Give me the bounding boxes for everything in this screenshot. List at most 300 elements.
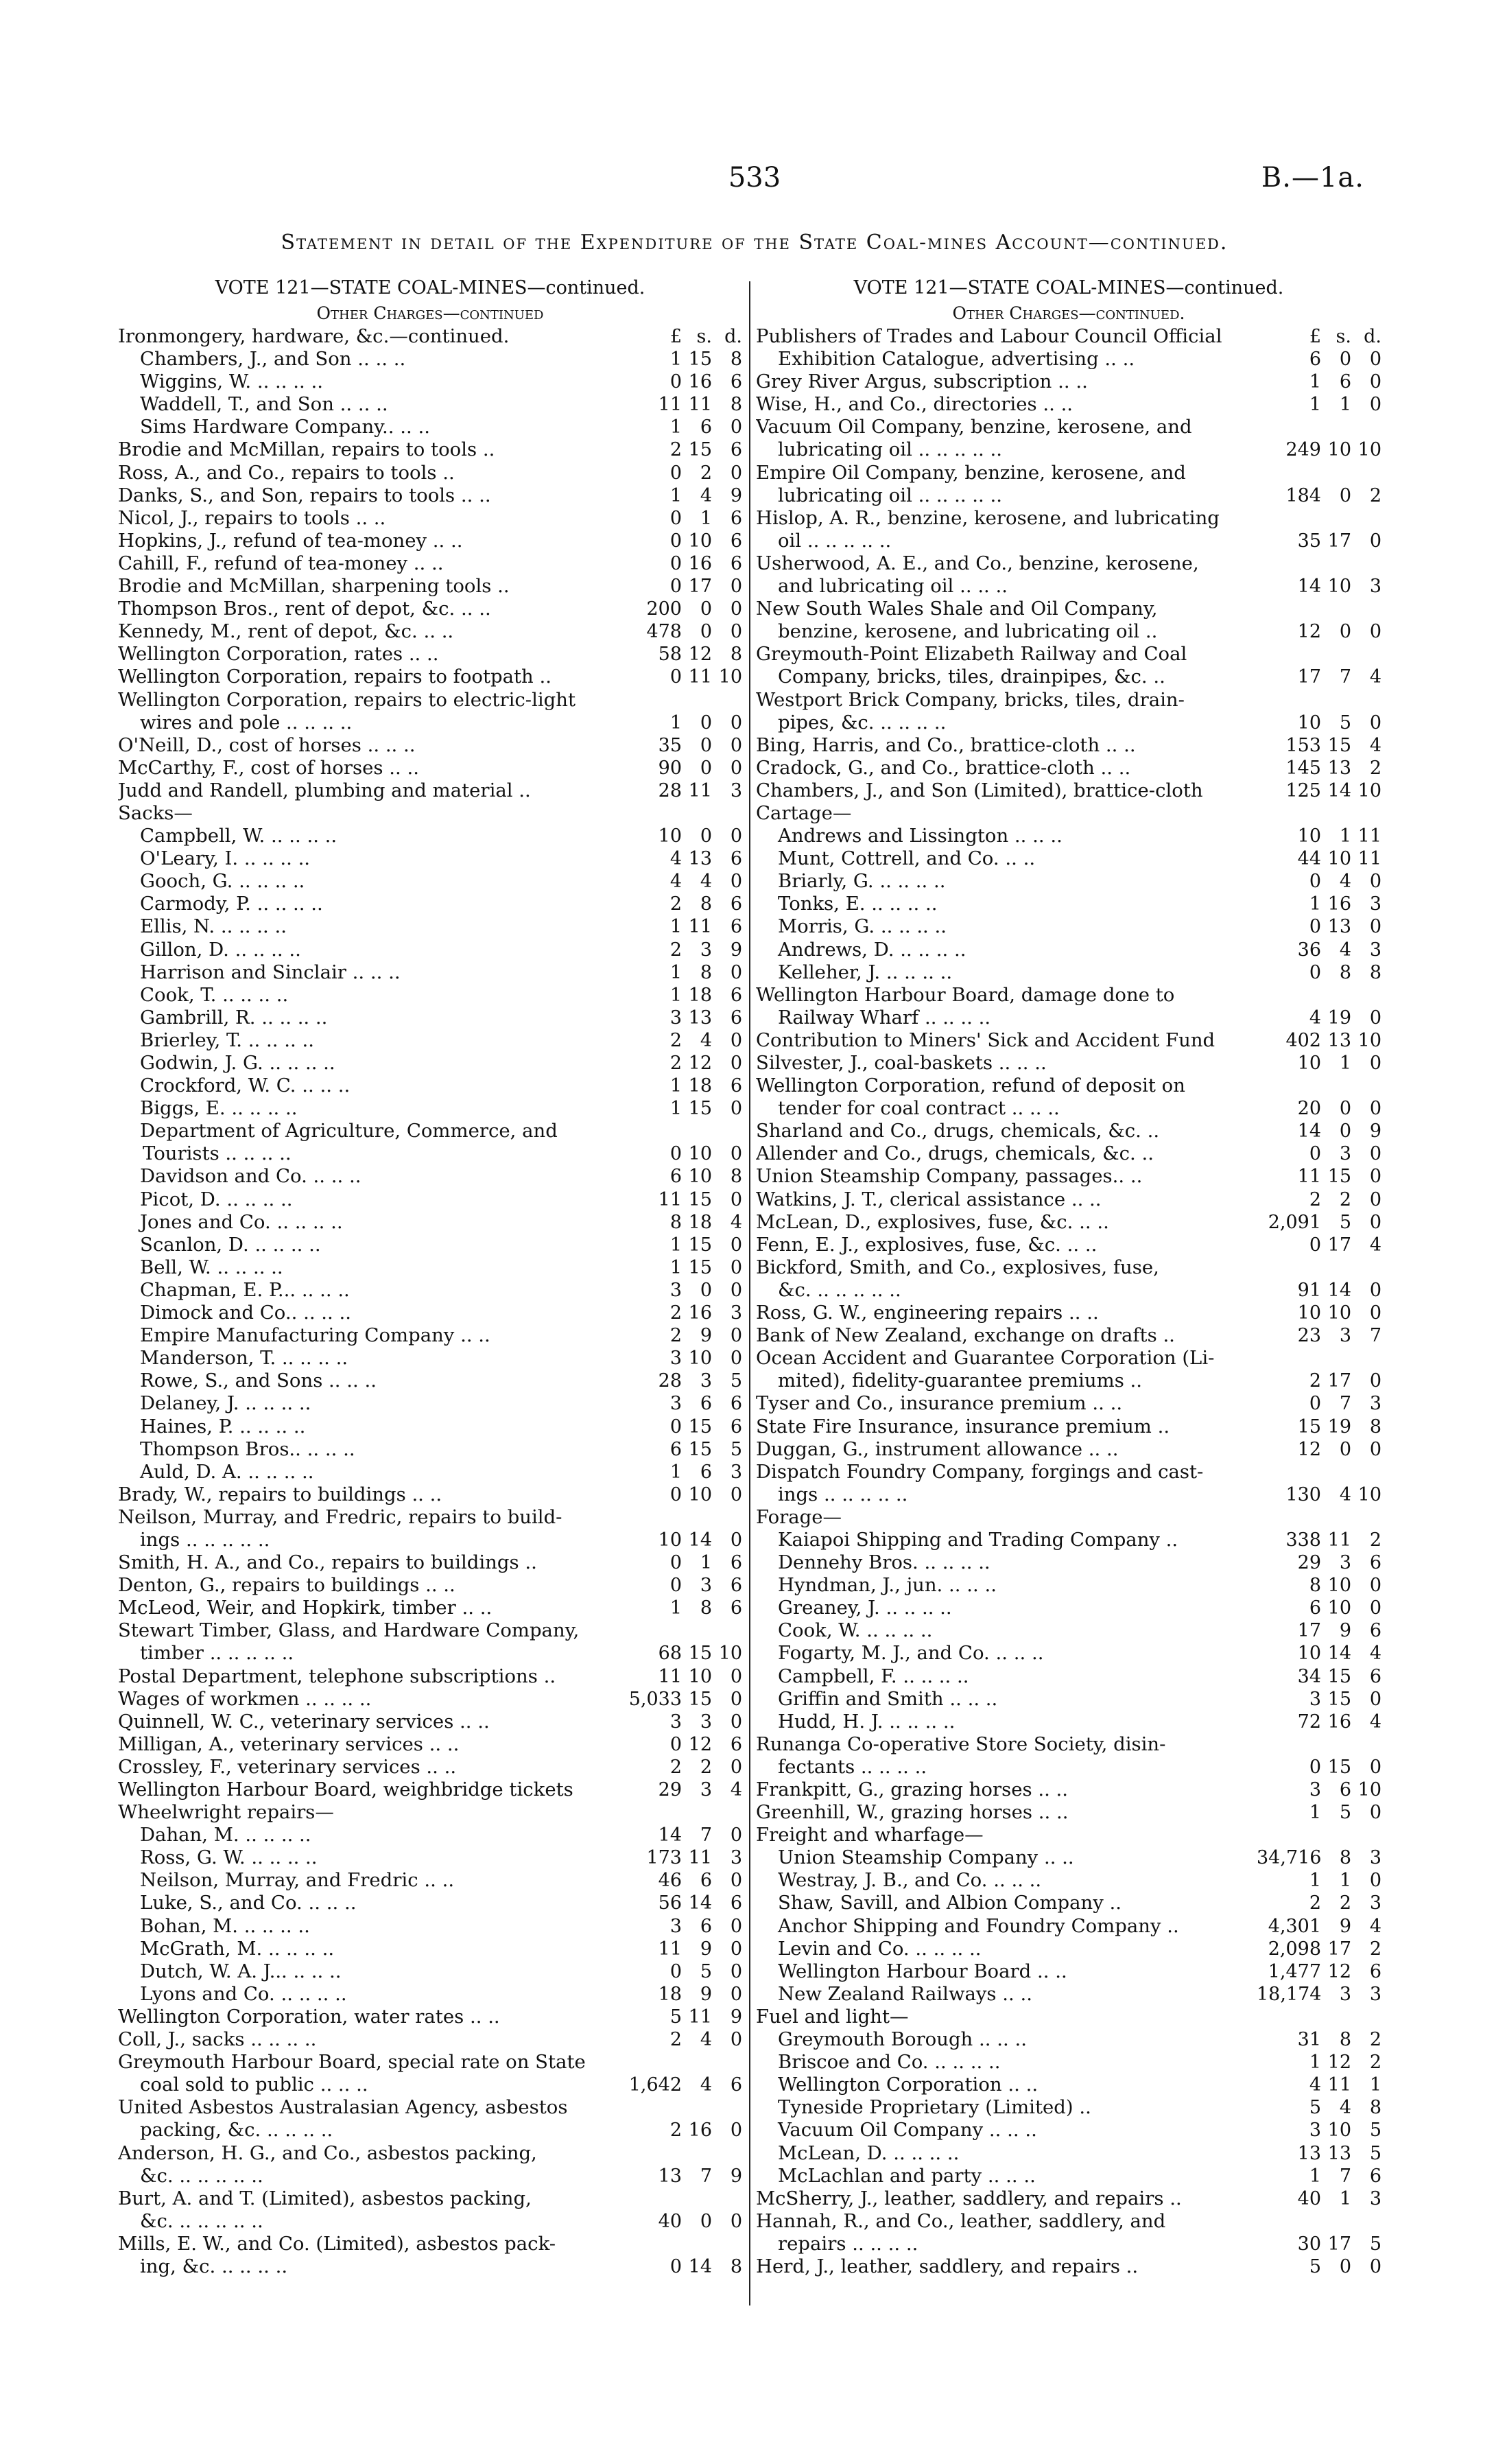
payee-description: Ross, A., and Co., repairs to tools .. bbox=[118, 461, 455, 484]
right-column bbox=[756, 274, 1381, 2278]
pence-amount bbox=[1351, 2006, 1381, 2028]
pence-amount bbox=[712, 1120, 742, 1142]
pence-amount: 0 bbox=[730, 961, 742, 983]
pence-amount bbox=[712, 802, 742, 825]
pence-amount: 0 bbox=[730, 462, 742, 484]
pounds-amount: 145 bbox=[1285, 757, 1321, 779]
pounds-amount: 2 bbox=[669, 2120, 682, 2142]
pounds-amount: 6 bbox=[1309, 349, 1321, 371]
expenditure-row bbox=[118, 2210, 742, 2233]
payee-description: Morris, G. .. .. .. .. bbox=[778, 915, 947, 938]
payee-description: Exhibition Catalogue, advertising .. .. bbox=[778, 348, 1135, 371]
pounds-amount: 1 bbox=[669, 984, 682, 1006]
pounds-amount: 13 bbox=[658, 2165, 682, 2187]
pence-amount bbox=[1351, 2210, 1381, 2233]
pounds-amount: 14 bbox=[1297, 576, 1321, 598]
expenditure-row bbox=[118, 416, 742, 438]
shillings-amount: 9 bbox=[700, 1325, 712, 1347]
shillings-amount: 12 bbox=[688, 1053, 712, 1074]
payee-description: oil .. .. .. .. .. bbox=[778, 529, 892, 552]
payee-description: Tyser and Co., insurance premium .. .. bbox=[756, 1392, 1123, 1415]
expenditure-row bbox=[756, 2096, 1381, 2119]
pounds-amount: 0 bbox=[669, 507, 682, 529]
shillings-amount: 0 bbox=[1339, 1098, 1351, 1120]
expenditure-row bbox=[118, 2006, 742, 2028]
expenditure-row bbox=[118, 1416, 742, 1438]
expenditure-row bbox=[756, 1347, 1381, 1370]
expenditure-row bbox=[118, 2051, 742, 2074]
pence-amount: 4 bbox=[1369, 1643, 1381, 1665]
shillings-amount: 10 bbox=[1327, 576, 1351, 598]
expenditure-row bbox=[118, 689, 742, 712]
pence-amount: 0 bbox=[730, 1983, 742, 2005]
pounds-amount bbox=[617, 689, 682, 712]
payee-description: mited), fidelity-guarantee premiums .. bbox=[778, 1370, 1143, 1392]
pence-amount: d. bbox=[724, 326, 742, 347]
expenditure-row bbox=[118, 620, 742, 643]
pence-amount: 0 bbox=[1369, 1597, 1381, 1619]
payee-description: United Asbestos Australasian Agency, asbestos bbox=[118, 2096, 568, 2119]
shillings-amount: 0 bbox=[700, 2210, 712, 2232]
expenditure-row bbox=[756, 1461, 1381, 1483]
pence-amount bbox=[1351, 1256, 1381, 1279]
payee-description: Hyndman, J., jun. .. .. .. bbox=[778, 1574, 997, 1597]
pounds-amount: 200 bbox=[646, 598, 682, 620]
pounds-amount bbox=[617, 802, 682, 825]
payee-description: &c. .. .. .. .. .. bbox=[140, 2164, 263, 2187]
shillings-amount: 12 bbox=[688, 1733, 712, 1755]
pounds-amount: 0 bbox=[1309, 1393, 1321, 1415]
shillings-amount: 16 bbox=[688, 552, 712, 574]
pence-amount: 0 bbox=[730, 1960, 742, 1982]
pounds-amount: 0 bbox=[1309, 961, 1321, 983]
payee-description: New Zealand Railways .. .. bbox=[778, 1982, 1032, 2005]
shillings-amount: 4 bbox=[700, 484, 712, 506]
payee-description: Thompson Bros.. .. .. .. bbox=[140, 1438, 355, 1460]
shillings-amount bbox=[1321, 1506, 1351, 1529]
pounds-amount bbox=[617, 1619, 682, 1642]
pence-amount: 8 bbox=[1369, 2097, 1381, 2119]
shillings-amount: 0 bbox=[700, 825, 712, 847]
pounds-amount: 44 bbox=[1297, 848, 1321, 870]
expenditure-row bbox=[118, 1370, 742, 1392]
expenditure-row bbox=[118, 598, 742, 620]
payee-description: Briarly, G. .. .. .. .. bbox=[778, 870, 946, 893]
shillings-amount: 0 bbox=[700, 621, 712, 643]
pence-amount: 0 bbox=[730, 1143, 742, 1165]
payee-description: Brady, W., repairs to buildings .. .. bbox=[118, 1483, 442, 1505]
payee-description: Scanlon, D. .. .. .. .. bbox=[140, 1233, 321, 1256]
shillings-amount: 0 bbox=[700, 712, 712, 734]
expenditure-row bbox=[756, 1052, 1381, 1075]
payee-description: Bell, W. .. .. .. .. bbox=[140, 1256, 283, 1278]
pence-amount: 0 bbox=[730, 1870, 742, 1892]
pounds-amount: 15 bbox=[1297, 1416, 1321, 1438]
payee-description: Usherwood, A. E., and Co., benzine, kerosene, bbox=[756, 552, 1199, 574]
shillings-amount: s. bbox=[696, 326, 712, 347]
expenditure-row bbox=[756, 666, 1381, 688]
pounds-amount: £ bbox=[1309, 326, 1321, 347]
pounds-amount: 6 bbox=[1309, 1597, 1321, 1619]
pence-amount bbox=[1351, 1824, 1381, 1846]
payee-description: &c. .. .. .. .. .. bbox=[140, 2209, 263, 2232]
pence-amount: 6 bbox=[1369, 1620, 1381, 1642]
payee-description: Smith, H. A., and Co., repairs to buildings .. bbox=[118, 1551, 537, 1574]
expenditure-row bbox=[756, 1574, 1381, 1597]
expenditure-row bbox=[118, 1915, 742, 1938]
expenditure-row bbox=[118, 1824, 742, 1846]
shillings-amount: 2 bbox=[700, 462, 712, 484]
pence-amount: 10 bbox=[1357, 1483, 1381, 1505]
payee-description: Dimock and Co.. .. .. .. bbox=[140, 1302, 352, 1324]
expenditure-row bbox=[118, 1892, 742, 1914]
payee-description: Wellington Corporation, rates .. .. bbox=[118, 643, 439, 666]
shillings-amount bbox=[1321, 689, 1351, 712]
pounds-amount: 3 bbox=[1309, 1779, 1321, 1800]
expenditure-row bbox=[756, 1619, 1381, 1642]
expenditure-row bbox=[118, 1960, 742, 1983]
pence-amount: 10 bbox=[718, 1643, 742, 1665]
shillings-amount bbox=[1321, 1461, 1351, 1483]
pounds-amount bbox=[617, 2142, 682, 2165]
payee-description: Brierley, T. .. .. .. .. bbox=[140, 1029, 314, 1051]
expenditure-row bbox=[118, 2142, 742, 2165]
expenditure-row bbox=[118, 1097, 742, 1120]
shillings-amount: 17 bbox=[1327, 2233, 1351, 2255]
shillings-amount bbox=[1321, 984, 1351, 1007]
shillings-amount: 16 bbox=[1327, 893, 1351, 915]
pence-amount: 0 bbox=[1369, 1188, 1381, 1210]
expenditure-row bbox=[756, 1256, 1381, 1279]
shillings-amount: 17 bbox=[1327, 1234, 1351, 1256]
payee-description: Postal Department, telephone subscriptions .. bbox=[118, 1665, 556, 1687]
pence-amount bbox=[712, 1801, 742, 1824]
expenditure-row bbox=[118, 371, 742, 393]
payee-description: Greaney, J. .. .. .. .. bbox=[778, 1597, 952, 1619]
expenditure-row bbox=[756, 438, 1381, 461]
expenditure-list bbox=[118, 325, 742, 2278]
expenditure-row bbox=[756, 1711, 1381, 1733]
shillings-amount bbox=[1321, 598, 1351, 620]
pounds-amount: 125 bbox=[1285, 779, 1321, 801]
shillings-amount bbox=[1321, 1347, 1351, 1370]
expenditure-row bbox=[756, 393, 1381, 416]
pence-amount: 2 bbox=[1369, 2052, 1381, 2074]
expenditure-row bbox=[118, 2074, 742, 2096]
pence-amount bbox=[1351, 984, 1381, 1007]
pence-amount bbox=[1351, 507, 1381, 530]
expenditure-row bbox=[756, 348, 1381, 371]
pounds-amount: 1 bbox=[669, 349, 682, 371]
expenditure-row bbox=[756, 1892, 1381, 1914]
payee-description: Bohan, M. .. .. .. .. bbox=[140, 1914, 310, 1937]
section-subheading: Other Charges—continued. bbox=[952, 303, 1185, 323]
pence-amount: 0 bbox=[730, 2210, 742, 2232]
pounds-amount: 3 bbox=[669, 1007, 682, 1029]
expenditure-row bbox=[756, 1665, 1381, 1688]
payee-description: Kelleher, J. .. .. .. .. bbox=[778, 961, 953, 983]
pence-amount: 0 bbox=[730, 1256, 742, 1278]
payee-description: Publishers of Trades and Labour Council Official bbox=[756, 325, 1222, 347]
expenditure-row bbox=[118, 1983, 742, 2006]
shillings-amount: 10 bbox=[1327, 439, 1351, 461]
pence-amount: 0 bbox=[1369, 916, 1381, 938]
shillings-amount bbox=[682, 802, 712, 825]
shillings-amount bbox=[682, 2142, 712, 2165]
pounds-amount: 3 bbox=[1309, 2120, 1321, 2142]
pence-amount: 0 bbox=[730, 712, 742, 734]
pence-amount: 6 bbox=[730, 507, 742, 529]
pounds-amount bbox=[1257, 689, 1321, 712]
payee-description: McLachlan and party .. .. .. bbox=[778, 2164, 1036, 2187]
pounds-amount: 478 bbox=[646, 621, 682, 643]
pence-amount: 0 bbox=[1369, 1166, 1381, 1188]
pence-amount: 6 bbox=[730, 1393, 742, 1415]
payee-description: Fenn, E. J., explosives, fuse, &c. .. .. bbox=[756, 1233, 1097, 1256]
pence-amount: 0 bbox=[730, 1483, 742, 1505]
pence-amount: 0 bbox=[1369, 1211, 1381, 1233]
expenditure-row bbox=[756, 1506, 1381, 1529]
shillings-amount bbox=[682, 2051, 712, 2074]
pounds-amount: 5 bbox=[1309, 2097, 1321, 2119]
shillings-amount: 15 bbox=[688, 1188, 712, 1210]
payee-description: Frankpitt, G., grazing horses .. .. bbox=[756, 1779, 1069, 1800]
shillings-amount: 15 bbox=[688, 1643, 712, 1665]
expenditure-row bbox=[756, 757, 1381, 779]
shillings-amount: 3 bbox=[1339, 1143, 1351, 1165]
payee-description: New South Wales Shale and Oil Company, bbox=[756, 598, 1158, 620]
payee-description: Davidson and Co. .. .. .. bbox=[140, 1165, 361, 1188]
pounds-amount bbox=[1257, 1461, 1321, 1483]
pence-amount: 0 bbox=[1369, 871, 1381, 893]
shillings-amount: 5 bbox=[1339, 1802, 1351, 1824]
pence-amount: 4 bbox=[730, 1779, 742, 1800]
pence-amount: 3 bbox=[1369, 893, 1381, 915]
shillings-amount: 13 bbox=[1327, 757, 1351, 779]
expenditure-row bbox=[756, 2028, 1381, 2051]
page-number: 533 bbox=[728, 162, 781, 193]
payee-description: lubricating oil .. .. .. .. .. bbox=[778, 484, 1003, 506]
shillings-amount: 6 bbox=[700, 416, 712, 438]
shillings-amount: 5 bbox=[700, 1960, 712, 1982]
pence-amount: 0 bbox=[730, 2029, 742, 2051]
payee-description: Tonks, E. .. .. .. .. bbox=[778, 893, 938, 915]
pence-amount: 5 bbox=[730, 1370, 742, 1392]
pence-amount: 3 bbox=[730, 1847, 742, 1869]
pence-amount: 4 bbox=[1369, 1711, 1381, 1733]
pence-amount bbox=[712, 1619, 742, 1642]
shillings-amount: 16 bbox=[1327, 1711, 1351, 1733]
pounds-amount: 0 bbox=[669, 576, 682, 598]
shillings-amount: 10 bbox=[688, 1348, 712, 1370]
payee-description: Company, bricks, tiles, drainpipes, &c. .. bbox=[778, 666, 1165, 688]
pounds-amount: 0 bbox=[669, 666, 682, 688]
shillings-amount: 17 bbox=[1327, 1938, 1351, 1960]
payee-description: Union Steamship Company .. .. bbox=[778, 1846, 1074, 1869]
shillings-amount: 15 bbox=[1327, 734, 1351, 756]
pounds-amount: 0 bbox=[1309, 916, 1321, 938]
expenditure-row bbox=[118, 2187, 742, 2210]
pounds-amount: 2 bbox=[669, 1053, 682, 1074]
shillings-amount bbox=[1321, 1733, 1351, 1756]
pounds-amount: 1 bbox=[1309, 394, 1321, 416]
expenditure-row bbox=[756, 1188, 1381, 1211]
pence-amount: 6 bbox=[730, 1007, 742, 1029]
payee-description: Denton, G., repairs to buildings .. .. bbox=[118, 1574, 455, 1597]
payee-description: Danks, S., and Son, repairs to tools .. .. bbox=[118, 484, 491, 506]
pounds-amount bbox=[617, 1506, 682, 1529]
pence-amount: 8 bbox=[730, 644, 742, 666]
shillings-amount: 15 bbox=[688, 1438, 712, 1460]
expenditure-row bbox=[118, 1165, 742, 1188]
shillings-amount: 15 bbox=[688, 1688, 712, 1710]
payee-description: Sims Hardware Company.. .. .. bbox=[140, 416, 430, 438]
pence-amount bbox=[1351, 1506, 1381, 1529]
pence-amount: 6 bbox=[730, 1733, 742, 1755]
pence-amount: 0 bbox=[730, 757, 742, 779]
pence-amount bbox=[1351, 598, 1381, 620]
shillings-amount: 9 bbox=[700, 1938, 712, 1960]
shillings-amount: 3 bbox=[700, 939, 712, 961]
pence-amount: 1 bbox=[1369, 2074, 1381, 2096]
pounds-amount: 173 bbox=[646, 1847, 682, 1869]
expenditure-row bbox=[118, 1461, 742, 1483]
expenditure-row bbox=[118, 2028, 742, 2051]
payee-description: Tourists .. .. .. .. bbox=[143, 1142, 292, 1165]
pounds-amount: 18,174 bbox=[1257, 1983, 1322, 2005]
pence-amount bbox=[712, 689, 742, 712]
payee-description: Wellington Harbour Board, damage done to bbox=[756, 983, 1175, 1006]
payee-description: ings .. .. .. .. .. bbox=[140, 1528, 270, 1551]
pence-amount: 4 bbox=[1369, 666, 1381, 688]
expenditure-row bbox=[756, 1120, 1381, 1142]
shillings-amount: 12 bbox=[688, 644, 712, 666]
pence-amount: 0 bbox=[730, 1824, 742, 1846]
pounds-amount: 0 bbox=[669, 1552, 682, 1574]
pounds-amount bbox=[1257, 462, 1321, 484]
expenditure-row bbox=[118, 1029, 742, 1052]
payee-description: Cartage— bbox=[756, 801, 852, 824]
pounds-amount: 6 bbox=[669, 1166, 682, 1188]
shillings-amount: 11 bbox=[688, 779, 712, 801]
expenditure-row bbox=[756, 1983, 1381, 2006]
pence-amount: 0 bbox=[1369, 712, 1381, 734]
expenditure-row bbox=[756, 1779, 1381, 1801]
pence-amount: 4 bbox=[1369, 1234, 1381, 1256]
pounds-amount: 1 bbox=[1309, 893, 1321, 915]
shillings-amount: 6 bbox=[700, 1870, 712, 1892]
pounds-amount: 1 bbox=[669, 961, 682, 983]
expenditure-row bbox=[756, 2210, 1381, 2233]
shillings-amount: 13 bbox=[1327, 2142, 1351, 2164]
payee-description: Andrews, D. .. .. .. .. bbox=[778, 938, 966, 961]
pence-amount: 0 bbox=[730, 1348, 742, 1370]
payee-description: Dutch, W. A. J... .. .. .. bbox=[140, 1960, 342, 1982]
shillings-amount: 1 bbox=[1339, 825, 1351, 847]
expenditure-row bbox=[118, 734, 742, 757]
pence-amount: 6 bbox=[730, 1575, 742, 1597]
shillings-amount: 6 bbox=[1339, 1779, 1351, 1800]
payee-description: Jones and Co. .. .. .. .. bbox=[140, 1210, 343, 1233]
pounds-amount: 2 bbox=[669, 1756, 682, 1778]
expenditure-row bbox=[118, 1665, 742, 1688]
pence-amount: 11 bbox=[1357, 825, 1381, 847]
expenditure-row bbox=[118, 1506, 742, 1529]
payee-description: Department of Agriculture, Commerce, and bbox=[140, 1120, 558, 1142]
document-reference: B.—1a. bbox=[1261, 162, 1364, 193]
payee-description: Wise, H., and Co., directories .. .. bbox=[756, 393, 1073, 416]
payee-description: Crockford, W. C. .. .. .. bbox=[140, 1075, 351, 1097]
payee-description: Lyons and Co. .. .. .. .. bbox=[140, 1982, 347, 2005]
pence-amount: 8 bbox=[1369, 961, 1381, 983]
pounds-amount: 2 bbox=[1309, 1370, 1321, 1392]
pounds-amount: 1 bbox=[669, 916, 682, 938]
shillings-amount: 17 bbox=[1327, 1370, 1351, 1392]
payee-description: Campbell, F. .. .. .. .. bbox=[778, 1665, 969, 1687]
pounds-amount: 12 bbox=[1297, 621, 1321, 643]
shillings-amount: 16 bbox=[688, 2120, 712, 2142]
payee-description: McGrath, M. .. .. .. .. bbox=[140, 1937, 335, 1960]
payee-description: Greymouth-Point Elizabeth Railway and Coal bbox=[756, 643, 1187, 666]
expenditure-row bbox=[118, 939, 742, 961]
shillings-amount: 7 bbox=[700, 2165, 712, 2187]
shillings-amount: 18 bbox=[688, 1075, 712, 1097]
expenditure-row bbox=[756, 1597, 1381, 1619]
pence-amount: 5 bbox=[1369, 2233, 1381, 2255]
pence-amount: 8 bbox=[730, 349, 742, 371]
shillings-amount: 14 bbox=[1327, 779, 1351, 801]
payee-description: Picot, D. .. .. .. .. bbox=[140, 1188, 293, 1210]
shillings-amount: 8 bbox=[700, 1597, 712, 1619]
shillings-amount: 10 bbox=[1327, 848, 1351, 870]
pence-amount: 6 bbox=[1369, 2165, 1381, 2187]
statement-title: Statement in detail of the Expenditure of the State Coal-mines Account—continued. bbox=[281, 231, 1229, 255]
payee-description: Vacuum Oil Company .. .. .. bbox=[778, 2119, 1037, 2142]
shillings-amount bbox=[1321, 552, 1351, 575]
payee-description: Gambrill, R. .. .. .. .. bbox=[140, 1006, 328, 1029]
expenditure-row bbox=[118, 530, 742, 552]
shillings-amount bbox=[682, 1619, 712, 1642]
pounds-amount: 0 bbox=[1309, 1143, 1321, 1165]
pounds-amount bbox=[1257, 984, 1321, 1007]
pounds-amount: 29 bbox=[658, 1779, 682, 1800]
pounds-amount: 402 bbox=[1285, 1029, 1321, 1051]
shillings-amount: 6 bbox=[1339, 371, 1351, 393]
payee-description: Ellis, N. .. .. .. .. bbox=[140, 915, 287, 938]
expenditure-row bbox=[118, 1779, 742, 1801]
shillings-amount: 10 bbox=[688, 1166, 712, 1188]
shillings-amount bbox=[1321, 1075, 1351, 1097]
expenditure-row bbox=[756, 1960, 1381, 1983]
pence-amount: 0 bbox=[730, 734, 742, 756]
shillings-amount: 15 bbox=[688, 1234, 712, 1256]
pounds-amount: 10 bbox=[1297, 1643, 1321, 1665]
payee-description: Wages of workmen .. .. .. .. bbox=[118, 1687, 372, 1710]
payee-description: Cradock, G., and Co., brattice-cloth .. .. bbox=[756, 756, 1131, 779]
pounds-amount: 11 bbox=[658, 1188, 682, 1210]
payee-description: Wellington Corporation, repairs to electric-light bbox=[118, 688, 576, 711]
shillings-amount: 15 bbox=[1327, 1166, 1351, 1188]
expenditure-row bbox=[756, 1688, 1381, 1711]
payee-description: Griffin and Smith .. .. .. bbox=[778, 1687, 998, 1710]
expenditure-row bbox=[118, 1142, 742, 1165]
shillings-amount: 16 bbox=[688, 371, 712, 393]
pence-amount: 0 bbox=[1369, 1575, 1381, 1597]
payee-description: McLean, D., explosives, fuse, &c. .. .. bbox=[756, 1210, 1109, 1233]
pounds-amount: 0 bbox=[1309, 1234, 1321, 1256]
pounds-amount: 5 bbox=[669, 2006, 682, 2028]
pounds-amount: 1,477 bbox=[1268, 1960, 1321, 1982]
